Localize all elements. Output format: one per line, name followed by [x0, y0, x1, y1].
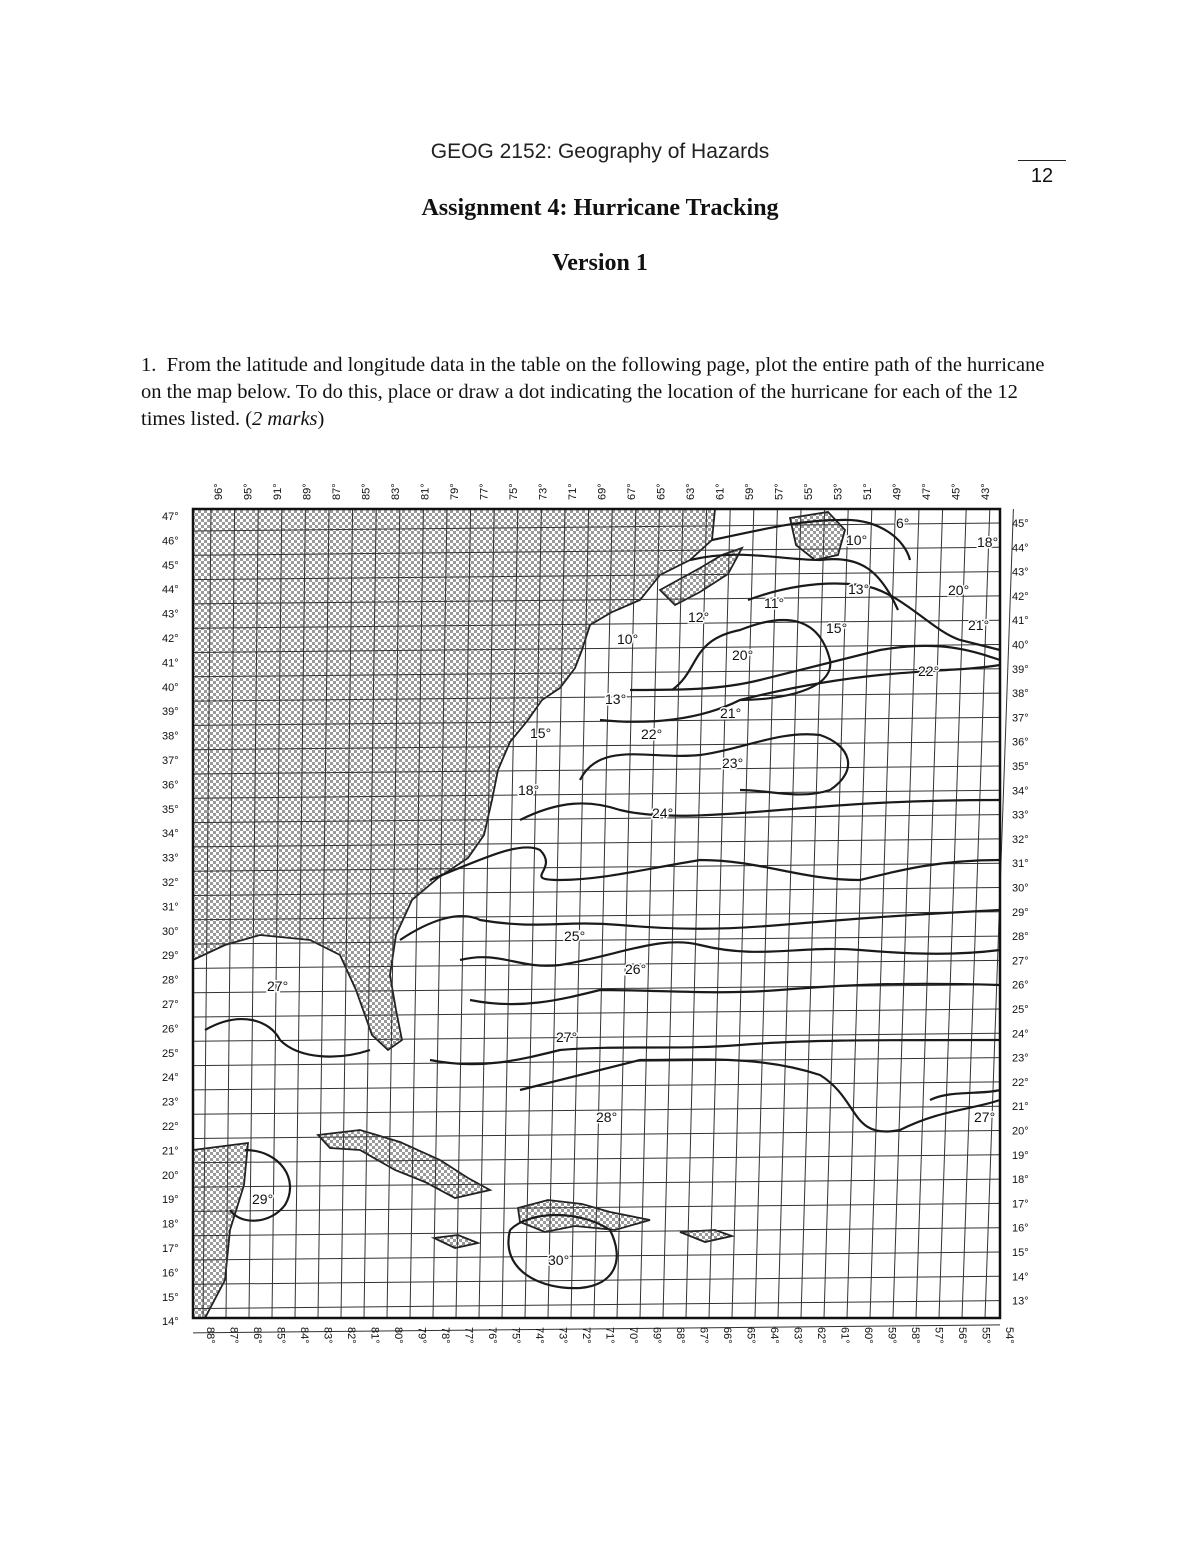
- left-latitude-label: 43°: [162, 608, 179, 621]
- right-latitude-label: 40°: [1012, 639, 1029, 652]
- bottom-longitude-label: 85°: [274, 1327, 287, 1344]
- right-latitude-label: 16°: [1012, 1222, 1029, 1235]
- isotherm-line: [460, 942, 1000, 966]
- top-longitude-label: 59°: [744, 483, 756, 500]
- isotherm-line: [930, 1090, 1000, 1100]
- left-latitude-label: 27°: [162, 999, 179, 1011]
- top-longitude-label: 73°: [537, 483, 550, 500]
- isotherm-label: 23°: [722, 755, 744, 771]
- right-latitude-label: 21°: [1012, 1101, 1029, 1114]
- right-latitude-label: 34°: [1012, 785, 1029, 798]
- right-latitude-label: 15°: [1012, 1247, 1029, 1259]
- top-longitude-label: 67°: [626, 483, 638, 500]
- isotherm-label: 25°: [564, 928, 586, 944]
- isotherm-label: 20°: [732, 647, 754, 663]
- right-latitude-label: 19°: [1012, 1149, 1029, 1162]
- right-latitude-label: 38°: [1012, 688, 1029, 701]
- isotherm-label: 22°: [641, 726, 663, 742]
- isotherm-label: 13°: [605, 691, 627, 707]
- top-longitude-label: 51°: [862, 483, 874, 500]
- right-latitude-label: 17°: [1012, 1198, 1029, 1211]
- top-longitude-label: 96°: [213, 483, 225, 500]
- score-value: 12: [1030, 165, 1054, 187]
- bottom-longitude-label: 82°: [345, 1327, 357, 1344]
- question-number: 1.: [141, 354, 157, 376]
- bottom-longitude-label: 88°: [204, 1327, 216, 1344]
- bottom-longitude-label: 87°: [227, 1327, 240, 1344]
- isotherm-label: 6°: [896, 515, 910, 531]
- top-longitude-label: 83°: [390, 483, 402, 500]
- left-latitude-label: 19°: [162, 1194, 179, 1207]
- bottom-longitude-label: 56°: [956, 1327, 968, 1344]
- right-latitude-label: 25°: [1012, 1004, 1029, 1016]
- bottom-longitude-label: 71°: [603, 1327, 616, 1344]
- right-latitude-label: 24°: [1012, 1028, 1029, 1041]
- bottom-longitude-label: 81°: [368, 1327, 381, 1344]
- bottom-longitude-label: 54°: [1003, 1327, 1015, 1344]
- left-latitude-label: 30°: [162, 925, 179, 938]
- left-latitude-label: 22°: [162, 1121, 179, 1133]
- bottom-longitude-label: 58°: [909, 1327, 921, 1344]
- top-longitude-label: 75°: [508, 483, 520, 500]
- left-latitude-label: 21°: [162, 1145, 179, 1158]
- left-latitude-label: 44°: [162, 584, 179, 597]
- bottom-longitude-label: 65°: [744, 1327, 757, 1344]
- top-longitude-label: 89°: [301, 483, 314, 500]
- right-latitude-label: 44°: [1012, 542, 1029, 555]
- question-marks: 2 marks: [252, 408, 318, 430]
- isotherm-label: 11°: [764, 595, 785, 611]
- left-latitude-label: 32°: [162, 877, 179, 889]
- bottom-longitude-label: 62°: [815, 1327, 827, 1344]
- left-latitude-label: 46°: [162, 535, 179, 548]
- top-longitude-label: 77°: [478, 483, 491, 500]
- assignment-title: Assignment 4: Hurricane Tracking: [421, 195, 779, 221]
- left-latitude-label: 25°: [162, 1047, 179, 1060]
- bottom-longitude-label: 78°: [439, 1327, 451, 1344]
- isotherm-label: 15°: [826, 620, 848, 636]
- land-jamaica: [434, 1235, 478, 1248]
- isotherm-label: 28°: [596, 1109, 618, 1125]
- left-latitude-label: 24°: [162, 1072, 179, 1085]
- left-latitude-label: 35°: [162, 803, 179, 816]
- right-latitude-label: 27°: [1012, 955, 1029, 968]
- bottom-longitude-label: 63°: [791, 1327, 804, 1344]
- right-latitude-label: 35°: [1012, 761, 1029, 773]
- version-label: Version 1: [552, 250, 648, 276]
- bottom-longitude-label: 64°: [768, 1327, 780, 1344]
- bottom-longitude-label: 61°: [838, 1327, 851, 1344]
- top-longitude-label: 47°: [921, 483, 933, 500]
- left-latitude-label: 14°: [162, 1316, 179, 1329]
- left-latitude-label: 26°: [162, 1023, 179, 1036]
- bottom-longitude-label: 67°: [697, 1327, 710, 1344]
- right-latitude-label: 22°: [1012, 1076, 1029, 1089]
- left-latitude-label: 29°: [162, 950, 179, 963]
- right-latitude-label: 39°: [1012, 663, 1029, 676]
- right-latitude-label: 18°: [1012, 1174, 1029, 1187]
- top-longitude-label: 63°: [685, 483, 697, 500]
- right-latitude-label: 30°: [1012, 882, 1029, 895]
- isotherm-label: 10°: [617, 631, 639, 647]
- land-yucatan: [193, 1143, 248, 1318]
- bottom-longitude-label: 68°: [674, 1327, 686, 1344]
- left-latitude-label: 17°: [162, 1243, 179, 1255]
- question-text: From the latitude and longitude data in the table on the following page, plot the entire path of the hurricane on the map below. To do this, place or draw a dot indicating the location of the hurricane for each of the 12 times listed. (: [141, 354, 1045, 430]
- isotherm-label: 27°: [974, 1109, 996, 1125]
- left-latitude-label: 41°: [162, 657, 179, 670]
- bottom-longitude-label: 60°: [862, 1327, 874, 1344]
- right-latitude-label: 33°: [1012, 809, 1029, 822]
- isotherm-label: 10°: [846, 532, 868, 548]
- left-latitude-label: 15°: [162, 1291, 179, 1304]
- top-longitude-label: 87°: [331, 483, 343, 500]
- top-longitude-label: 69°: [596, 483, 609, 500]
- top-longitude-label: 61°: [714, 483, 727, 500]
- right-latitude-label: 28°: [1012, 931, 1029, 944]
- right-latitude-label: 23°: [1012, 1052, 1029, 1065]
- bottom-longitude-label: 77°: [462, 1327, 475, 1344]
- right-latitude-label: 20°: [1012, 1125, 1029, 1138]
- left-latitude-label: 39°: [162, 706, 179, 719]
- isotherm-label: 30°: [548, 1252, 570, 1268]
- left-latitude-label: 38°: [162, 730, 179, 743]
- left-latitude-label: 37°: [162, 755, 179, 767]
- bottom-longitude-label: 75°: [509, 1327, 522, 1344]
- bottom-longitude-label: 73°: [556, 1327, 569, 1344]
- left-latitude-label: 36°: [162, 779, 179, 792]
- bottom-longitude-label: 55°: [979, 1327, 992, 1344]
- right-latitude-label: 36°: [1012, 736, 1029, 749]
- right-latitude-label: 45°: [1012, 518, 1029, 530]
- top-longitude-label: 49°: [891, 483, 904, 500]
- bottom-longitude-label: 76°: [486, 1327, 498, 1344]
- bottom-longitude-label: 57°: [932, 1327, 945, 1344]
- question-close: ): [317, 408, 325, 430]
- isotherm-label: 29°: [252, 1191, 274, 1207]
- isotherm-label: 20°: [948, 582, 970, 598]
- left-latitude-label: 28°: [162, 974, 179, 987]
- bottom-longitude-label: 74°: [533, 1327, 545, 1344]
- top-longitude-label: 81°: [419, 483, 432, 500]
- top-longitude-label: 95°: [242, 483, 255, 500]
- isotherm-label: 13°: [848, 581, 870, 597]
- top-longitude-label: 79°: [449, 483, 461, 500]
- right-latitude-label: 43°: [1012, 566, 1029, 579]
- isotherm-label: 26°: [625, 961, 647, 977]
- top-longitude-label: 53°: [832, 483, 845, 500]
- top-longitude-label: 43°: [980, 483, 992, 500]
- right-latitude-label: 29°: [1012, 906, 1029, 919]
- bottom-longitude-label: 69°: [650, 1327, 663, 1344]
- bottom-longitude-label: 70°: [627, 1327, 639, 1344]
- right-latitude-label: 32°: [1012, 833, 1029, 846]
- isotherm-label: 15°: [530, 725, 552, 741]
- right-latitude-label: 42°: [1012, 590, 1029, 603]
- bottom-longitude-label: 59°: [885, 1327, 898, 1344]
- left-latitude-label: 33°: [162, 852, 179, 865]
- isotherm-label: 24°: [652, 805, 674, 821]
- right-latitude-label: 26°: [1012, 979, 1029, 992]
- right-latitude-label: 41°: [1012, 615, 1029, 628]
- top-longitude-label: 65°: [655, 483, 668, 500]
- left-latitude-label: 47°: [162, 511, 179, 523]
- bottom-longitude-label: 79°: [415, 1327, 428, 1344]
- right-latitude-label: 37°: [1012, 712, 1029, 725]
- isotherm-label: 27°: [267, 978, 289, 994]
- left-latitude-label: 40°: [162, 681, 179, 694]
- top-longitude-label: 71°: [567, 483, 579, 500]
- top-longitude-label: 55°: [803, 483, 815, 500]
- isotherm-label: 21°: [720, 705, 742, 721]
- isotherm-label: 18°: [518, 782, 540, 798]
- bottom-longitude-label: 84°: [298, 1327, 310, 1344]
- bottom-longitude-label: 66°: [721, 1327, 733, 1344]
- left-latitude-label: 16°: [162, 1267, 179, 1280]
- left-latitude-label: 31°: [162, 901, 179, 914]
- right-latitude-label: 14°: [1012, 1271, 1029, 1284]
- course-header: GEOG 2152: Geography of Hazards: [430, 140, 770, 163]
- top-longitude-label: 91°: [272, 483, 284, 500]
- isotherm-label: 12°: [688, 609, 710, 625]
- bottom-longitude-label: 83°: [321, 1327, 334, 1344]
- left-latitude-label: 42°: [162, 633, 179, 645]
- left-latitude-label: 34°: [162, 828, 179, 841]
- top-longitude-label: 85°: [360, 483, 373, 500]
- top-longitude-label: 57°: [773, 483, 786, 500]
- isotherm-label: 21°: [968, 617, 990, 633]
- isotherm-label: 22°: [918, 663, 940, 679]
- bottom-longitude-label: 80°: [392, 1327, 404, 1344]
- right-latitude-label: 31°: [1012, 858, 1029, 871]
- left-latitude-label: 20°: [162, 1169, 179, 1182]
- bottom-longitude-label: 86°: [251, 1327, 263, 1344]
- isotherm-label: 27°: [556, 1029, 578, 1045]
- top-longitude-label: 45°: [950, 483, 963, 500]
- left-latitude-label: 23°: [162, 1096, 179, 1109]
- bottom-longitude-label: 72°: [580, 1327, 592, 1344]
- left-latitude-label: 45°: [162, 559, 179, 572]
- right-latitude-label: 13°: [1012, 1295, 1029, 1308]
- isotherm-label: 18°: [977, 534, 999, 550]
- left-latitude-label: 18°: [162, 1218, 179, 1231]
